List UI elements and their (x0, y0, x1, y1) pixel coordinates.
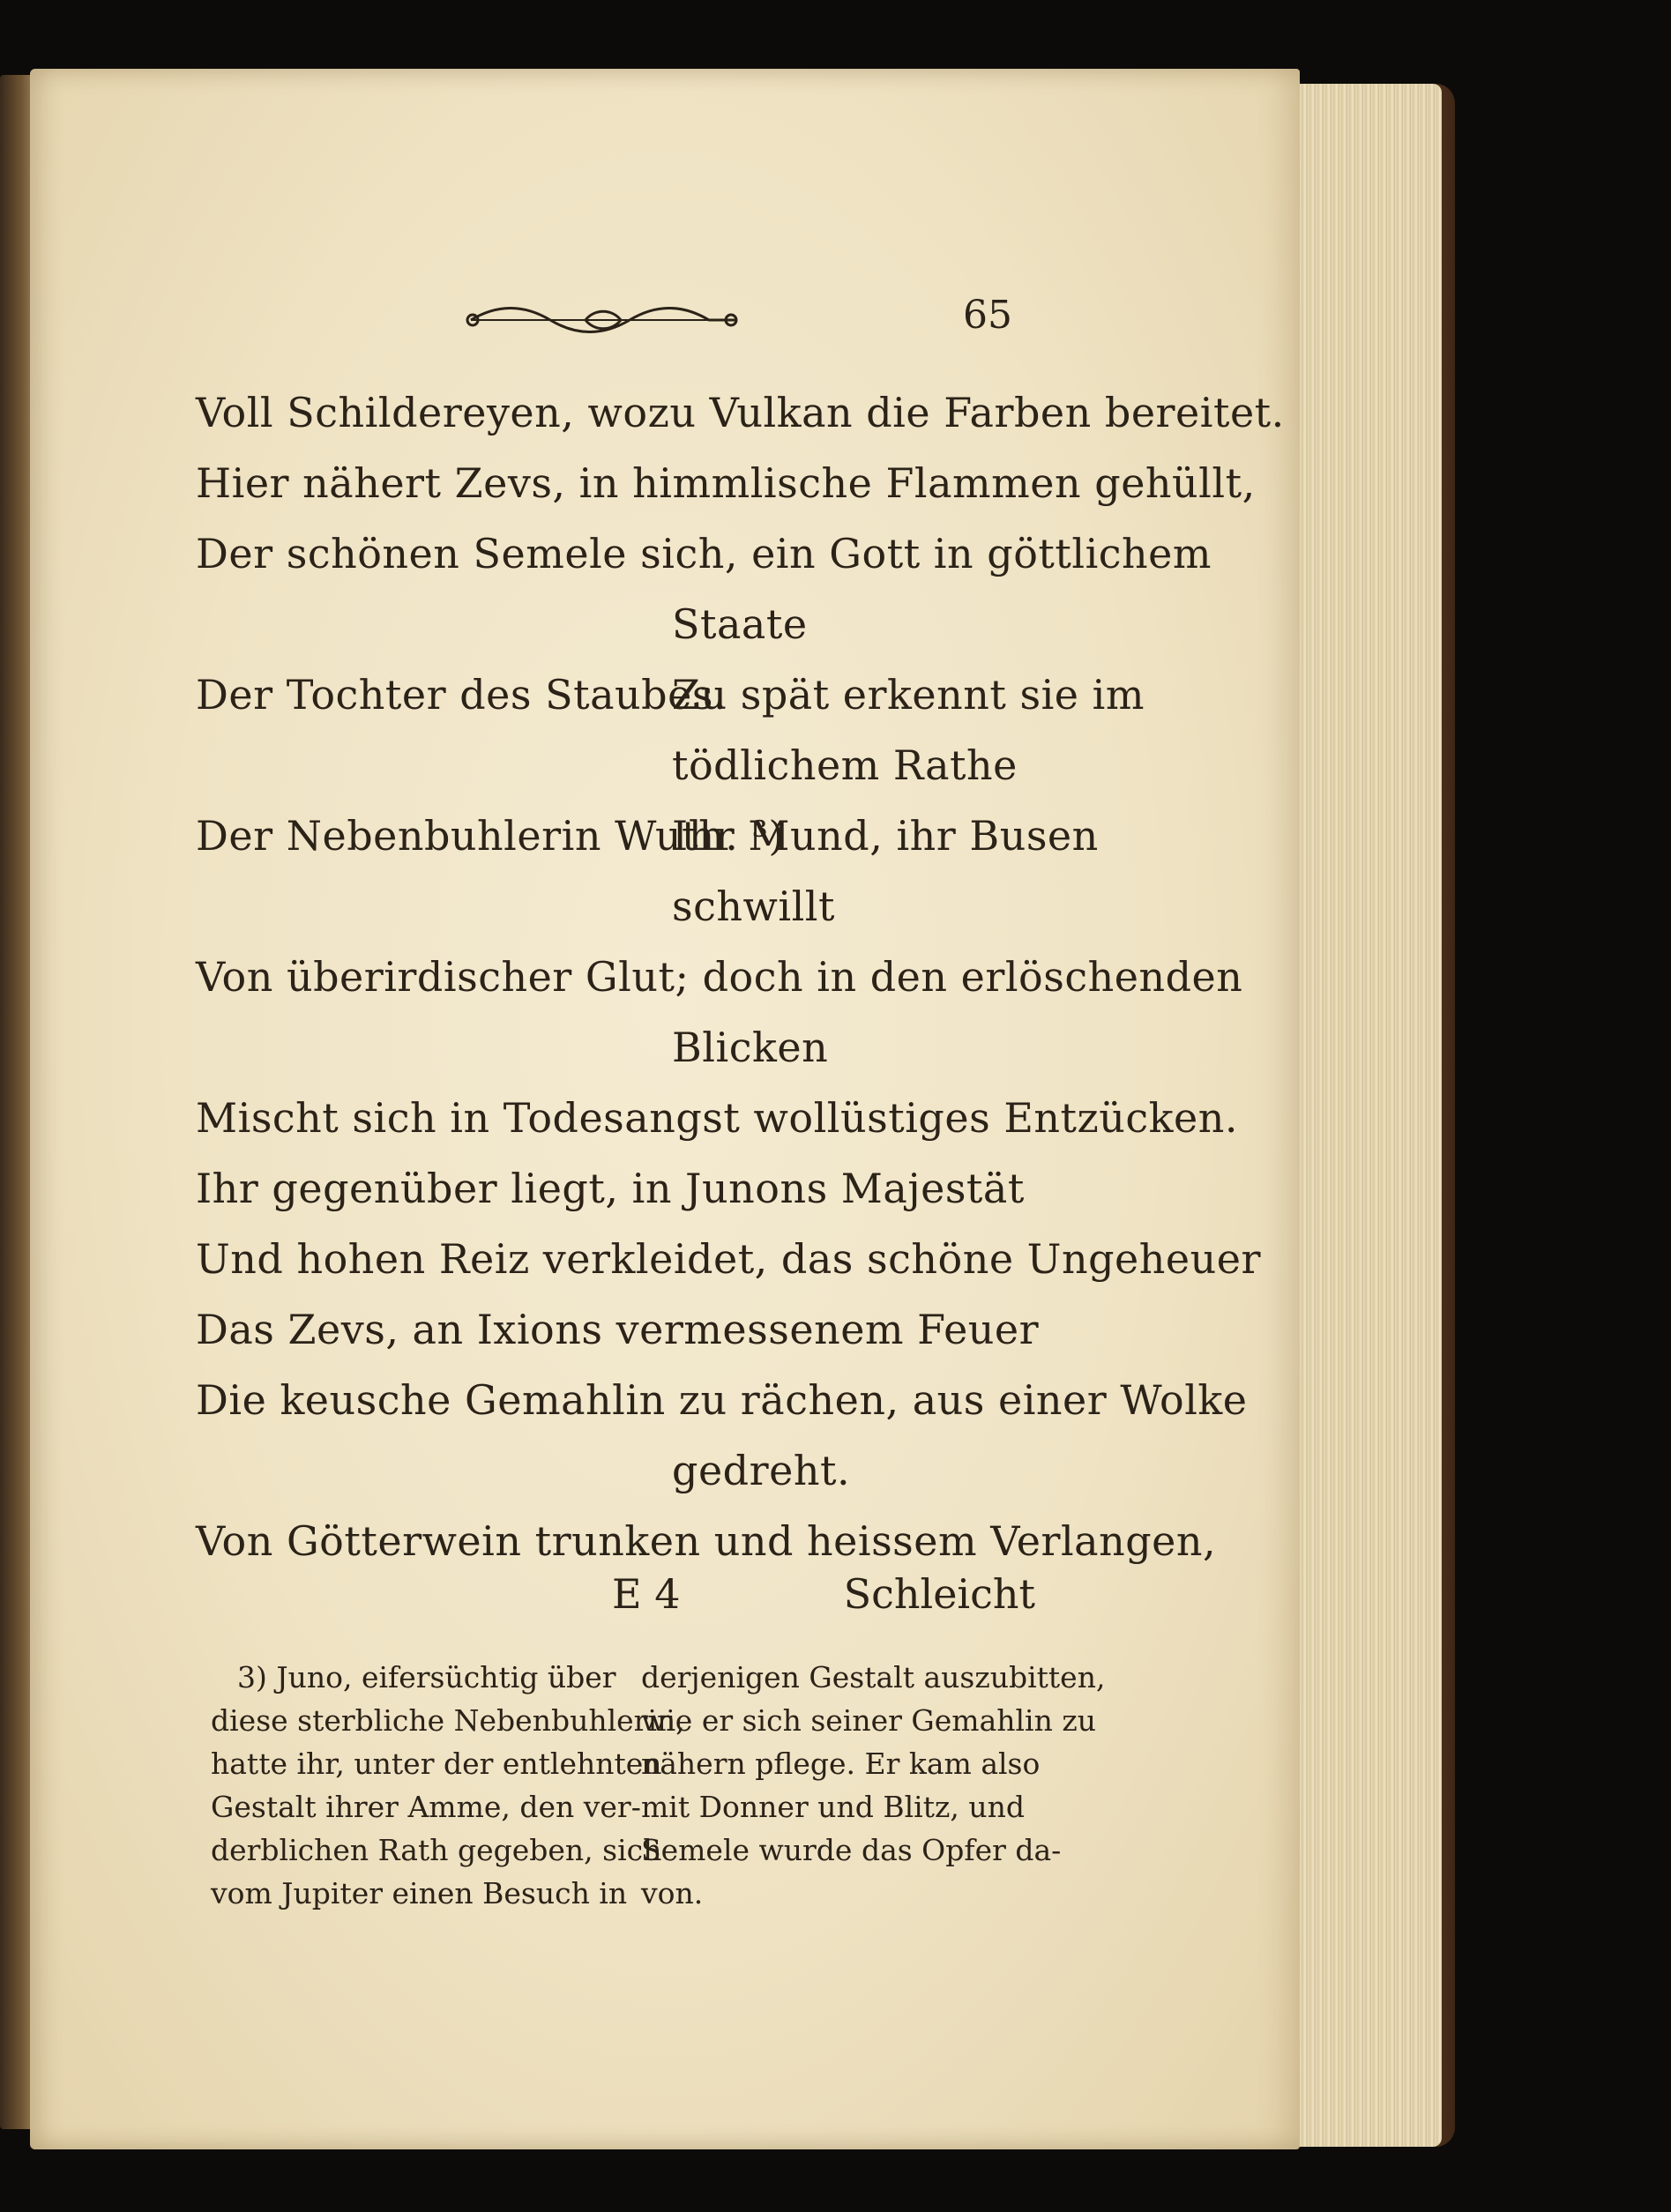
verse-text: Der Tochter des Staubes. (196, 671, 727, 719)
signature-mark: E 4 (612, 1570, 681, 1618)
verse-text: Voll Schildereyen, wozu Vulkan die Farben bereitet. (196, 389, 1285, 436)
verse-text-right: Ihr Mund, ihr Busen (672, 812, 1099, 860)
footnote-line: diese sterbliche Nebenbuhlerin, (211, 1703, 685, 1738)
footnote-line: wie er sich seiner Gemahlin zu (641, 1703, 1096, 1738)
verse-text-right: Zu spät erkennt sie im (672, 671, 1145, 719)
footnote-line: Semele wurde das Opfer da- (641, 1833, 1062, 1867)
verse-text-right: Blicken (672, 1024, 829, 1071)
verse-text-right: Staate (672, 600, 808, 648)
verse-text: Das Zevs, an Ixions vermessenem Feuer (196, 1306, 1040, 1353)
verse-line (196, 1506, 1217, 1576)
verse-text: Von überirdischer Glut; doch in den erlöschenden (196, 953, 1243, 1001)
verse-text-right: tödlichem Rathe (672, 741, 1018, 789)
verse-text: Der Nebenbuhlerin Wuth. ³) (196, 812, 785, 860)
verse-text: Mischt sich in Todesangst wollüstiges Entzücken. (196, 1094, 1238, 1142)
footnote-line: derblichen Rath gegeben, sich (211, 1833, 662, 1867)
verse-line (196, 1224, 1261, 1294)
footnote-line: von. (641, 1876, 704, 1910)
verse-line (196, 1153, 1078, 1224)
verse-text: Und hohen Reiz verkleidet, das schöne Ungeheuer (196, 1235, 1261, 1283)
verse-text: Von Götterwein trunken und heissem Verlangen, (196, 1517, 1217, 1565)
verse-line (196, 448, 1256, 518)
footnote-column-right (641, 1656, 1106, 1915)
verse-line (196, 801, 1099, 871)
verse-line (196, 1083, 1238, 1153)
verse-line (196, 518, 1212, 589)
footnote-line: hatte ihr, unter der entlehnten (211, 1747, 662, 1781)
verse-line (196, 1294, 1078, 1365)
verse-line (196, 730, 1078, 801)
verse-text: Ihr gegenüber liegt, in Junons Majestät (196, 1165, 1025, 1212)
verse-text-right: gedreht. (672, 1447, 851, 1494)
verse-text: Hier nähert Zevs, in himmlische Flammen gehüllt, (196, 459, 1256, 507)
verse-line (196, 942, 1243, 1012)
verse-line (196, 659, 1145, 730)
verse-text: Die keusche Gemahlin zu rächen, aus einer Wolke (196, 1376, 1248, 1424)
footnote-line: nähern pflege. Er kam also (641, 1747, 1041, 1781)
verse-line (196, 1435, 1078, 1506)
header-ornament (462, 300, 744, 340)
verse-block (196, 377, 1285, 1576)
verse-line (196, 589, 1078, 659)
verse-line (196, 871, 1078, 942)
page-number: 65 (963, 293, 1012, 338)
verse-line (196, 1365, 1248, 1435)
footnote-line: 3) Juno, eifersüchtig über (237, 1660, 616, 1694)
catchline (612, 1568, 1035, 1620)
footnote-line: Gestalt ihrer Amme, den ver- (211, 1790, 641, 1824)
book-page (30, 69, 1300, 2149)
verse-line (196, 1012, 1078, 1083)
verse-text-right: schwillt (672, 883, 835, 930)
footnote-line: mit Donner und Blitz, und (641, 1790, 1025, 1824)
verse-text: Der schönen Semele sich, ein Gott in göttlichem (196, 530, 1212, 577)
verse-line (196, 377, 1285, 448)
footnote-line: vom Jupiter einen Besuch in (211, 1876, 628, 1910)
catchword: Schleicht (843, 1570, 1035, 1618)
footnote-line: derjenigen Gestalt auszubitten, (641, 1660, 1106, 1694)
